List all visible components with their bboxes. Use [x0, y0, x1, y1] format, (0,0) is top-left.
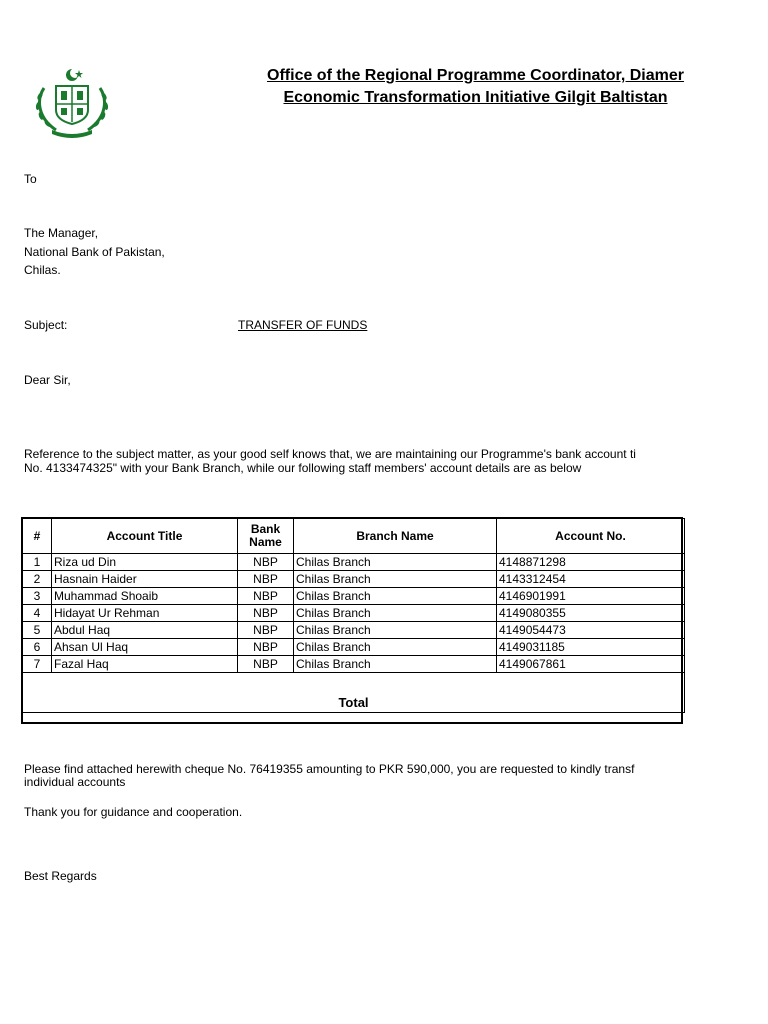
header-branch-name: Branch Name [294, 519, 497, 554]
row-num: 5 [23, 622, 52, 639]
row-num: 1 [23, 554, 52, 571]
address-to: To [24, 172, 37, 186]
row-account-title: Hidayat Ur Rehman [52, 605, 238, 622]
row-account-no: 4149054473 [497, 622, 685, 639]
accounts-table [22, 518, 685, 713]
body-paragraph-line-1: Reference to the subject matter, as your good self knows that, we are maintaining our Programme's bank account ti [24, 447, 636, 461]
address-line-2: National Bank of Pakistan, [24, 245, 165, 259]
row-account-no: 4143312454 [497, 571, 685, 588]
row-account-title: Ahsan Ul Haq [52, 639, 238, 656]
closing-regards: Best Regards [24, 869, 97, 883]
address-line-1: The Manager, [24, 226, 99, 240]
header-line-1: Office of the Regional Programme Coordinator, Diamer [267, 67, 684, 84]
header-account-no: Account No. [497, 519, 685, 554]
row-branch: Chilas Branch [294, 639, 497, 656]
row-num: 2 [23, 571, 52, 588]
row-bank: NBP [238, 571, 294, 588]
row-num: 7 [23, 656, 52, 673]
row-account-no: 4149080355 [497, 605, 685, 622]
row-bank: NBP [238, 554, 294, 571]
row-bank: NBP [238, 639, 294, 656]
row-branch: Chilas Branch [294, 554, 497, 571]
row-account-title: Riza ud Din [52, 554, 238, 571]
row-num: 4 [23, 605, 52, 622]
row-account-no: 4148871298 [497, 554, 685, 571]
subject-label: Subject: [24, 318, 68, 332]
row-branch: Chilas Branch [294, 622, 497, 639]
row-account-title: Hasnain Haider [52, 571, 238, 588]
table-row [23, 605, 685, 622]
table-total-row [23, 673, 685, 713]
row-branch: Chilas Branch [294, 588, 497, 605]
closing-line-1: Please find attached herewith cheque No. 76419355 amounting to PKR 590,000, you are requested to kindly transf [24, 762, 635, 776]
row-account-no: 4149031185 [497, 639, 685, 656]
row-num: 6 [23, 639, 52, 656]
address-line-3: Chilas. [24, 263, 61, 277]
row-bank: NBP [238, 656, 294, 673]
table-row [23, 656, 685, 673]
row-account-title: Muhammad Shoaib [52, 588, 238, 605]
government-emblem-icon [30, 66, 114, 140]
government-emblem [30, 66, 114, 140]
header-line-2: Economic Transformation Initiative Gilgit Baltistan [283, 89, 668, 106]
row-account-title: Fazal Haq [52, 656, 238, 673]
table-row [23, 554, 685, 571]
row-bank: NBP [238, 622, 294, 639]
salutation: Dear Sir, [24, 373, 71, 387]
subject-value: TRANSFER OF FUNDS [238, 318, 368, 332]
row-account-no: 4146901991 [497, 588, 685, 605]
row-branch: Chilas Branch [294, 656, 497, 673]
header-bank-name: Bank Name [238, 519, 294, 554]
body-paragraph-line-2: No. 4133474325" with your Bank Branch, while our following staff members' account details are as below [24, 461, 582, 475]
table-header-row [23, 519, 685, 554]
table-row [23, 622, 685, 639]
header-num: # [23, 519, 52, 554]
closing-line-2: individual accounts [24, 775, 126, 789]
row-branch: Chilas Branch [294, 571, 497, 588]
table-row [23, 639, 685, 656]
row-bank: NBP [238, 605, 294, 622]
page-title [200, 65, 751, 109]
total-label: Total [23, 673, 685, 713]
row-num: 3 [23, 588, 52, 605]
row-account-no: 4149067861 [497, 656, 685, 673]
row-bank: NBP [238, 588, 294, 605]
closing-thanks: Thank you for guidance and cooperation. [24, 805, 243, 819]
header-account-title: Account Title [52, 519, 238, 554]
table-row [23, 588, 685, 605]
row-branch: Chilas Branch [294, 605, 497, 622]
table-row [23, 571, 685, 588]
row-account-title: Abdul Haq [52, 622, 238, 639]
